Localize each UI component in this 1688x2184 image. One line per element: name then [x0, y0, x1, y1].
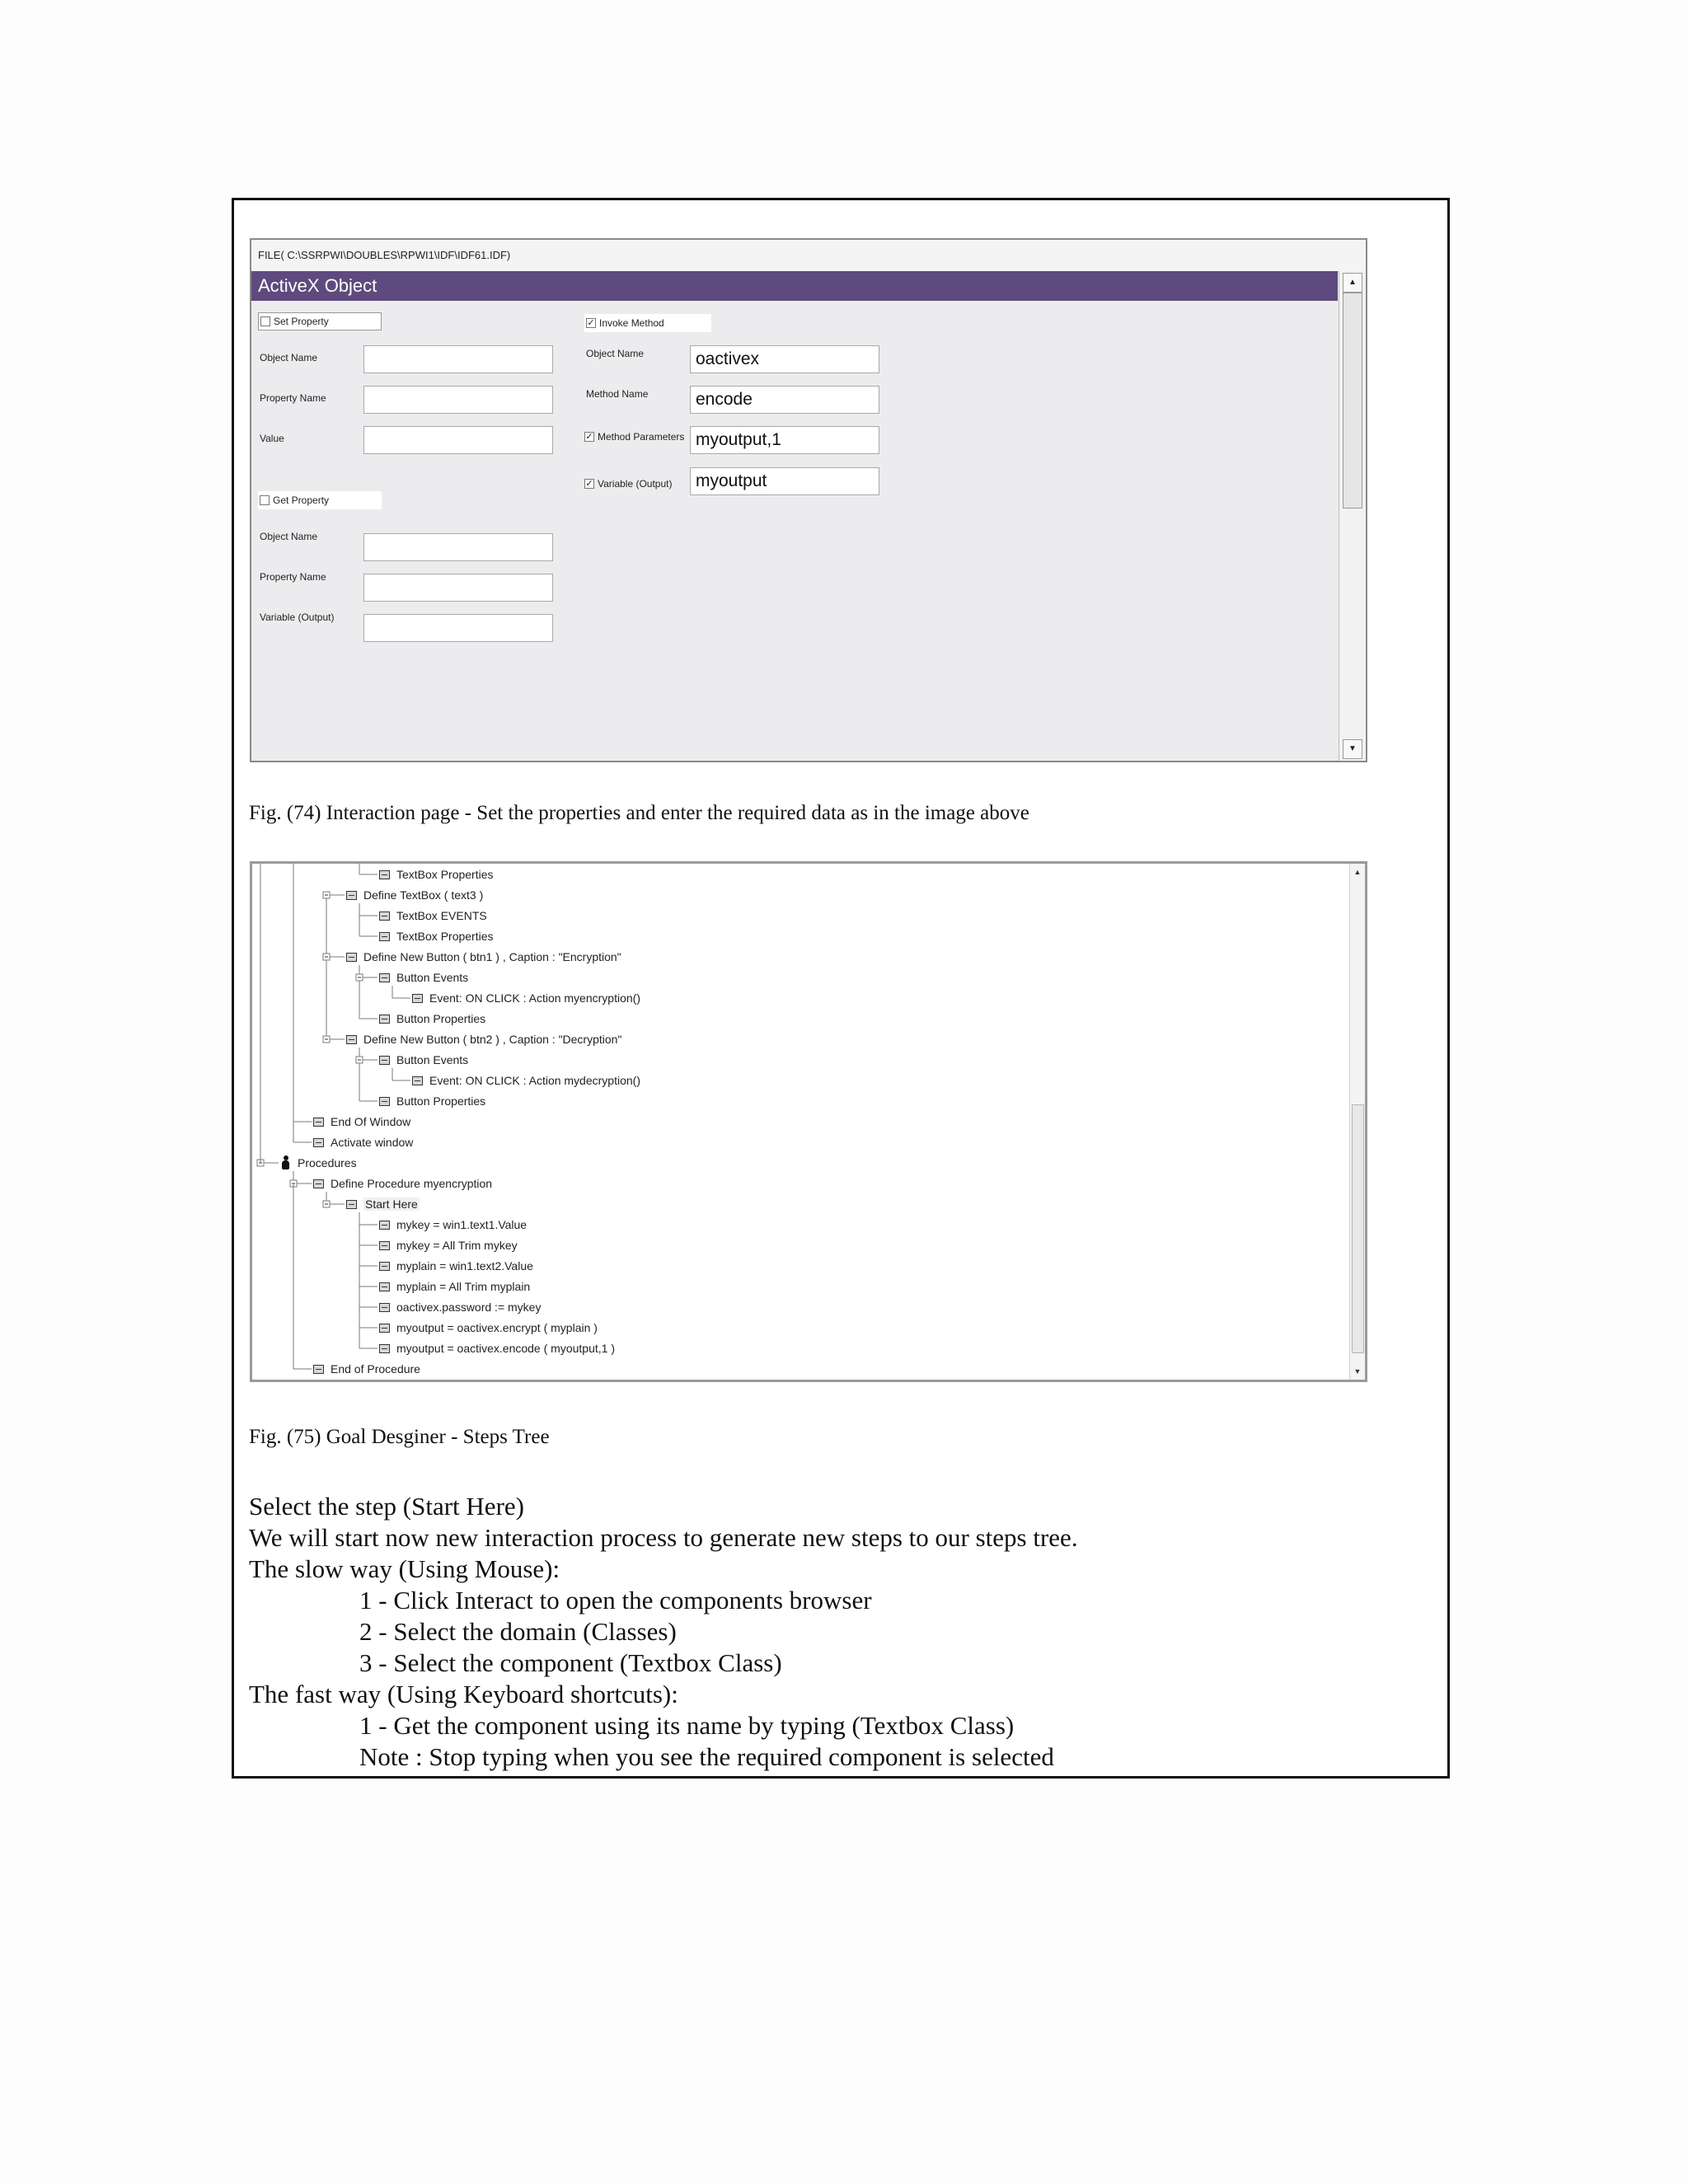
tree-node[interactable]	[346, 887, 483, 903]
instruction-intro: We will start now new interaction process to generate new steps to our steps tree.	[249, 1523, 1078, 1552]
window-title: ActiveX Object	[251, 271, 1338, 301]
tree-node-label: myplain = All Trim myplain	[396, 1280, 531, 1293]
variable-output-checkbox[interactable]: ✓	[585, 479, 593, 489]
variable-output-label: Variable (Output)	[598, 478, 673, 490]
tree-node-label: End of Procedure	[331, 1362, 420, 1376]
get-property-name-label: Property Name	[260, 571, 326, 583]
set-value-label: Value	[260, 433, 284, 444]
method-parameters-input[interactable]: myoutput,1	[690, 426, 879, 454]
tree-node[interactable]	[379, 1216, 527, 1233]
tree-node-label: End Of Window	[331, 1115, 411, 1128]
step-icon	[346, 1035, 357, 1044]
method-name-label: Method Name	[586, 388, 649, 400]
step-icon	[379, 1262, 390, 1271]
tree-node-label: mykey = win1.text1.Value	[396, 1218, 528, 1231]
tree-node-label: TextBox Properties	[396, 868, 494, 881]
tree-node[interactable]	[346, 1031, 621, 1047]
tree-node[interactable]	[379, 1010, 485, 1027]
step-icon	[379, 1221, 390, 1230]
slow-step-3: 3 - Select the component (Textbox Class)	[359, 1648, 782, 1677]
slow-step-1: 1 - Click Interact to open the components browser	[359, 1586, 872, 1615]
tree-node[interactable]	[379, 969, 468, 986]
step-icon	[379, 932, 390, 941]
tree-node[interactable]	[313, 1113, 410, 1130]
get-property-name-input[interactable]	[363, 574, 553, 602]
tree-node-label: Define New Button ( btn2 ) , Caption : "Decryption"	[363, 1033, 622, 1046]
fast-way-heading: The fast way (Using Keyboard shortcuts):	[249, 1680, 678, 1708]
get-object-name-label: Object Name	[260, 531, 318, 542]
method-parameters-label: Method Parameters	[598, 431, 685, 443]
method-parameters-toggle[interactable]	[584, 428, 684, 446]
tree-node[interactable]	[379, 1299, 541, 1315]
figure-75-caption: Fig. (75) Goal Desginer - Steps Tree	[249, 1426, 550, 1448]
activex-object-window	[250, 238, 1367, 762]
tree-node[interactable]	[379, 866, 494, 883]
tree-vertical-scrollbar[interactable]	[1349, 864, 1365, 1380]
step-icon	[313, 1179, 324, 1188]
instruction-select-step: Select the step (Start Here)	[249, 1492, 524, 1521]
tree-node[interactable]	[313, 1134, 413, 1151]
tree-node-label: TextBox EVENTS	[396, 909, 487, 922]
tree-node[interactable]	[379, 1258, 533, 1274]
step-icon	[379, 870, 390, 879]
tree-node[interactable]	[379, 1319, 598, 1336]
tree-node[interactable]	[313, 1361, 420, 1377]
scroll-down-icon[interactable]: ▼	[1343, 739, 1362, 759]
get-property-toggle[interactable]	[258, 491, 382, 509]
invoke-method-checkbox[interactable]: ✓	[587, 318, 595, 328]
scroll-up-icon[interactable]: ▲	[1343, 273, 1362, 293]
steps-tree	[252, 864, 1348, 1380]
vertical-scrollbar[interactable]	[1339, 271, 1366, 761]
tree-node-label: Event: ON CLICK : Action myencryption()	[429, 991, 640, 1005]
step-icon	[379, 1324, 390, 1333]
tree-node[interactable]	[412, 990, 640, 1006]
tree-node[interactable]	[379, 907, 487, 924]
tree-node-label: Activate window	[331, 1136, 414, 1149]
tree-node-label: Button Events	[396, 971, 469, 984]
tree-node-label: Define Procedure myencryption	[331, 1177, 493, 1190]
set-value-input[interactable]	[363, 426, 553, 454]
tree-node-label: Procedures	[298, 1156, 357, 1169]
step-icon	[379, 1097, 390, 1106]
get-variable-label: Variable (Output)	[260, 612, 335, 623]
tree-scroll-thumb[interactable]	[1352, 1104, 1364, 1353]
tree-node[interactable]	[379, 1340, 615, 1357]
tree-node[interactable]	[379, 1237, 518, 1254]
tree-node-label: oactivex.password := mykey	[396, 1301, 542, 1314]
step-icon	[379, 912, 390, 921]
step-icon	[313, 1118, 324, 1127]
activex-form	[251, 301, 1338, 761]
file-path-bar: FILE( C:\SSRPWI\DOUBLES\RPWI1\IDF\IDF61.IDF)	[251, 240, 1366, 272]
step-icon	[379, 1241, 390, 1250]
tree-node-label: Define New Button ( btn1 ) , Caption : "Encryption"	[363, 950, 621, 963]
tree-node[interactable]	[379, 1052, 468, 1068]
step-icon	[313, 1365, 324, 1374]
invoke-method-label: Invoke Method	[599, 317, 664, 329]
tree-node-label: myplain = win1.text2.Value	[396, 1259, 533, 1272]
get-variable-input[interactable]	[363, 614, 553, 642]
set-property-checkbox[interactable]	[260, 316, 270, 326]
tree-node[interactable]	[412, 1072, 640, 1089]
tree-node[interactable]	[379, 1278, 530, 1295]
variable-output-toggle[interactable]	[584, 475, 673, 493]
fast-step-note: Note : Stop typing when you see the required component is selected	[359, 1742, 1054, 1771]
tree-node[interactable]	[346, 1196, 420, 1212]
set-property-toggle[interactable]	[258, 312, 382, 330]
tree-node-label: myoutput = oactivex.encrypt ( myplain )	[396, 1321, 598, 1334]
step-icon	[346, 953, 357, 962]
get-property-label: Get Property	[273, 494, 330, 506]
tree-node-label: myoutput = oactivex.encode ( myoutput,1 )	[396, 1342, 615, 1355]
slow-way-heading: The slow way (Using Mouse):	[249, 1554, 560, 1583]
invoke-object-name-input[interactable]: oactivex	[690, 345, 879, 373]
steps-tree-window	[250, 861, 1367, 1382]
tree-node[interactable]	[346, 949, 621, 965]
fast-step-1: 1 - Get the component using its name by typing (Textbox Class)	[359, 1711, 1015, 1740]
step-icon	[412, 994, 423, 1003]
set-property-label: Set Property	[274, 316, 329, 327]
get-property-checkbox[interactable]	[260, 495, 270, 505]
set-object-name-label: Object Name	[260, 352, 318, 363]
step-icon	[379, 973, 390, 982]
step-icon	[379, 1303, 390, 1312]
step-icon	[379, 1015, 390, 1024]
set-property-name-input[interactable]	[363, 386, 553, 414]
procedures-icon	[280, 1155, 291, 1170]
tree-node-label: mykey = All Trim mykey	[396, 1239, 518, 1252]
tree-node-label-selected: Start Here	[365, 1197, 418, 1211]
tree-node[interactable]	[280, 1155, 357, 1171]
scroll-thumb[interactable]	[1343, 293, 1362, 509]
step-icon	[412, 1076, 423, 1085]
step-icon	[379, 1282, 390, 1291]
tree-node-label: Button Properties	[396, 1094, 486, 1108]
tree-scroll-down-icon[interactable]: ▼	[1353, 1367, 1362, 1376]
step-icon	[379, 1056, 390, 1065]
figure-74-caption: Fig. (74) Interaction page - Set the properties and enter the required data as in the image above	[249, 802, 1029, 824]
tree-node[interactable]	[379, 1093, 485, 1109]
tree-node-label: TextBox Properties	[396, 930, 494, 943]
tree-node-label: Button Properties	[396, 1012, 486, 1025]
tree-node[interactable]	[379, 928, 494, 944]
variable-output-input[interactable]: myoutput	[690, 467, 879, 495]
invoke-method-toggle[interactable]	[584, 314, 711, 332]
tree-node-label: Button Events	[396, 1053, 469, 1066]
step-icon	[313, 1138, 324, 1147]
tree-node-label: Event: ON CLICK : Action mydecryption()	[429, 1074, 640, 1087]
step-icon	[346, 1200, 357, 1209]
tree-node[interactable]	[313, 1175, 492, 1192]
method-name-input[interactable]: encode	[690, 386, 879, 414]
get-object-name-input[interactable]	[363, 533, 553, 561]
tree-node-label: Define TextBox ( text3 )	[363, 888, 484, 902]
set-property-name-label: Property Name	[260, 392, 326, 404]
invoke-object-name-label: Object Name	[586, 348, 645, 359]
slow-step-2: 2 - Select the domain (Classes)	[359, 1617, 677, 1646]
method-parameters-checkbox[interactable]: ✓	[585, 432, 593, 442]
set-object-name-input[interactable]	[363, 345, 553, 373]
step-icon	[379, 1344, 390, 1353]
step-icon	[346, 891, 357, 900]
tree-scroll-up-icon[interactable]: ▲	[1353, 868, 1362, 876]
